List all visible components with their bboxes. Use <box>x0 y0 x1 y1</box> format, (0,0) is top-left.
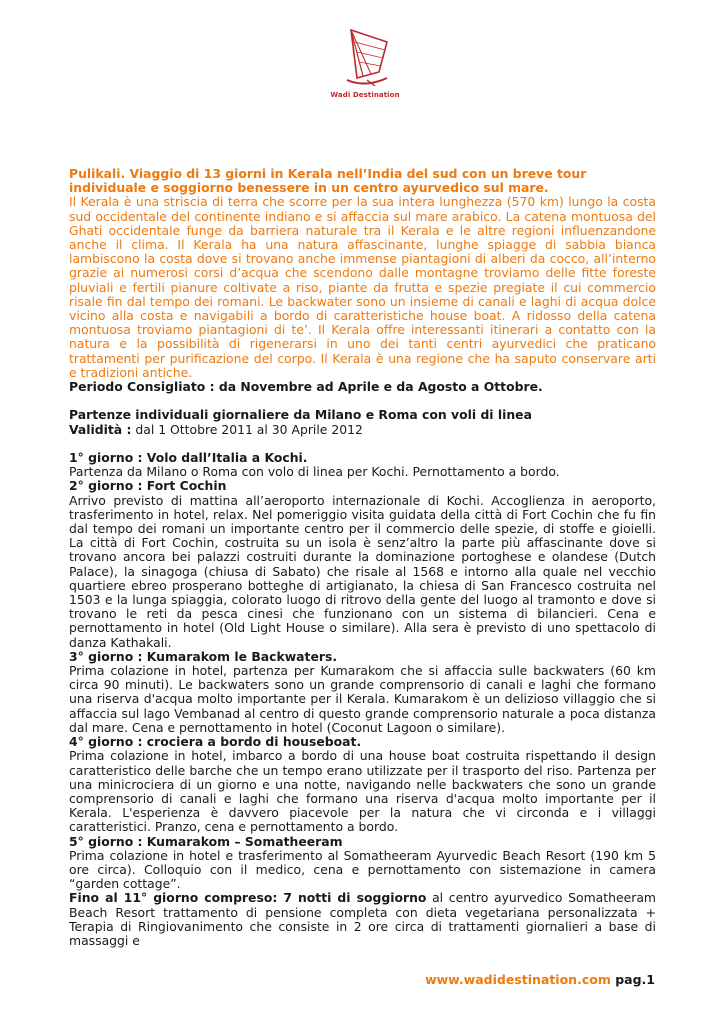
document-body <box>69 167 656 948</box>
day-1-text: Partenza da Milano o Roma con volo di linea per Kochi. Pernottamento a bordo. <box>69 464 560 480</box>
day-4-title: 4° giorno : crociera a bordo di houseboat. <box>69 734 362 750</box>
spacer <box>69 394 656 408</box>
day-3-title: 3° giorno : Kumarakom le Backwaters. <box>69 648 338 664</box>
day-2-title: 2° giorno : Fort Cochin <box>69 478 227 494</box>
day-2-text: Arrivo previsto di mattina all’aeroporto internazionale di Kochi. Accoglienza in aeroporto, trasferimento in hotel, relax. Nel pomeriggio visita guidata della città di Fort Cochin che fu fin dal tempo dei romani un importante centro per il commercio delle spezie, di stoffe e gioielli. La città di Fort Cochin, costruita su un isola è senz’altro la parte più affascinante dove si trovano ancora bei palazzi costruiti durante la dominazione portoghese e olandese (Dutch Palace), la sinagoga (chiusa di Sabato) che risale al 1568 e intorno alla quale nel vecchio quartiere ebreo prosperano botteghe di artigianato, la chiesa di San Francesco costruita nel 1503 e la lunga spiaggia, colorato luogo di ritrovo della gente del luogo al tramonto e dove si trovano le reti da pesca cinesi che funzionano con un sistema di bilancieri. Cena e pernottamento in hotel (Old Light House o similare). Alla sera è previsto di uno spettacolo di danza Kathakali. <box>69 492 656 650</box>
page-number: pag.1 <box>610 972 655 987</box>
document-title: Pulikali. Viaggio di 13 giorni in Kerala nell’India del sud con un breve tour individuale e soggiorno benessere in un centro ayurvedico sul mare. <box>69 166 587 196</box>
validity-value: dal 1 Ottobre 2011 al 30 Aprile 2012 <box>131 421 363 437</box>
validity-label: Validità : <box>69 421 132 437</box>
validity-line <box>69 423 656 437</box>
spacer <box>69 437 656 451</box>
day-5-title: 5° giorno : Kumarakom – Somatheeram <box>69 833 343 849</box>
day-5-text: Prima colazione in hotel e trasferimento al Somatheeram Ayurvedic Beach Resort (190 km 5 ore circa). Colloquio con il medico, cena e pernottamento con sistemazione in camera “garden cottage”. <box>69 847 656 892</box>
day-3-text: Prima colazione in hotel, partenza per Kumarakom che si affaccia sulle backwaters (60 km circa 90 minuti). Le backwaters sono un grande comprensorio di canali e laghi che formano una riserva d'acqua molto importante per il Kerala. Kumarakom è un delizioso villaggio che si affaccia sul lago Vembanad al centro di questo grande comprensorio naturale a poca distanza dal mare. Cena e pernottamento in hotel (Coconut Lagoon o similare). <box>69 663 656 735</box>
stay-paragraph <box>69 891 656 948</box>
page-footer <box>425 972 655 987</box>
footer-website-link[interactable]: www.wadidestination.com <box>425 972 611 987</box>
stay-text: al centro ayurvedico Somatheeram Beach Resort trattamento di pensione completa con dieta vegetariana personalizzata + Terapia di Ringiovanimento che consiste in 2 ore circa di trattamenti giornalieri a base di massaggi e <box>69 890 656 948</box>
departures-heading: Partenze individuali giornaliere da Milano e Roma con voli di linea <box>69 407 532 423</box>
logo <box>326 24 404 104</box>
stay-bold: Fino al 11° giorno compreso: 7 notti di soggiorno <box>69 890 427 906</box>
day-4-text: Prima colazione in hotel, imbarco a bordo di una house boat costruita rispettando il design caratteristico delle barche che un tempo erano utilizzate per il trasporto del riso. Partenza per una minicrociera di un giorno e una notte, navigando nelle backwaters che sono un grande comprensorio di canali e laghi che formano una riserva d'acqua molto importante per il Kerala. L'esperienza è davvero piacevole per la natura che vi circonda e i villaggi caratteristici. Pranzo, cena e pernottamento a bordo. <box>69 748 656 835</box>
day-1-title: 1° giorno : Volo dall’Italia a Kochi. <box>69 450 308 466</box>
sailboat-logo-icon <box>337 24 393 90</box>
recommended-period: Periodo Consigliato : da Novembre ad Aprile e da Agosto a Ottobre. <box>69 379 543 395</box>
logo-text: Wadi Destination <box>330 91 400 99</box>
intro-paragraph: Il Kerala è una striscia di terra che scorre per la sua intera lunghezza (570 km) lungo la costa sud occidentale del continente indiano e si affaccia sul mare arabico. La catena montuosa del Ghati occidentale funge da barriera naturale tra il Kerala e le altre regioni influenzandone anche il clima. Il Kerala ha una natura affascinante, lunghe spiagge di sabbia bianca lambiscono la costa dove si trovano anche immense piantagioni di alberi da cocco, all’interno grazie ai numerosi corsi d’acqua che scendono dalle montagne troviamo delle fitte foreste pluviali e fertili pianure coltivate a riso, piante da frutta e spezie pregiate il cui commercio risale fin dal tempo dei romani. Le backwater sono un insieme di canali e laghi di acqua dolce vicino alla costa e navigabili a bordo di caratteristiche house boat. A ridosso della catena montuosa troviamo piantagioni di te’. Il Kerala offre interessanti itinerari a contatto con la natura e la possibilità di rigenerarsi in uno dei tanti centri ayurvedici che praticano trattamenti per purificazione del corpo. Il Kerala è una regione che ha saputo conservare arti e tradizioni antiche. <box>69 194 656 380</box>
